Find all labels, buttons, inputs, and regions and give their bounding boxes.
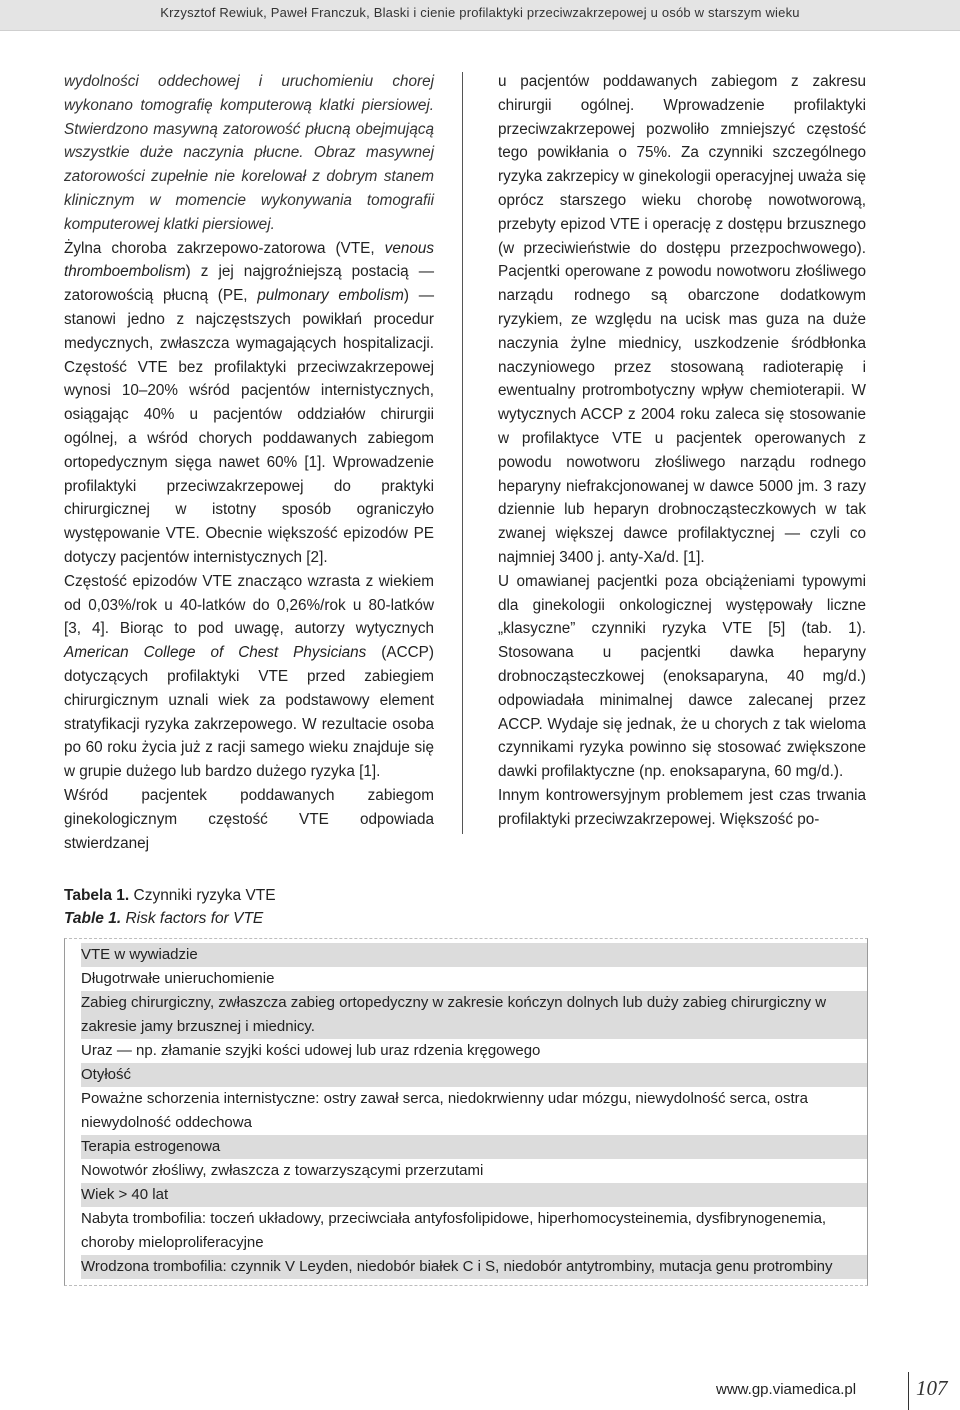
table-row: Zabieg chirurgiczny, zwłaszcza zabieg ortopedyczny w zakresie kończyn dolnych lub duży zabieg chirurgiczny w zakresie jamy brzusznej i miednicy.: [81, 991, 867, 1039]
body-paragraph-surgery: u pacjentów poddawanych zabiegom z zakresu chirurgii ogólnej. Wprowadzenie profilaktyki przeciwzakrzepowej pozwoliło zmniejszyć częstość tego powikłania o 75%. Za czynniki szczególnego ryzyka zakrzepicy w ginekologii operacyjnej uważa się oprócz starszego wieku chorobę nowotworową, przebyty epizod VTE i operację z dostępu brzusznego (w przeciwieństwie do dostępu przezpochwowego). Pacjentki operowane z powodu nowotworu złośliwego narządu rodnego są obarczone dodatkowym ryzykiem, ze względu na ucisk mas guza na duże naczynia żylne miednicy, uszkodzenie śródbłonka naczyniowego przez stosowaną radioterapię i ewentualny protrombotyczny wpływ chemioterapii. W wytycznych ACCP z 2004 roku zaleca się stosowanie w profilaktyce VTE u pacjentek operowanych z powodu nowotworu złośliwego narządu rodnego heparyny niefrakcjonowanej w dawce 5000 jm. 3 razy dziennie lub heparyn drobnocząsteczkowych w tak zwanej większej dawce profilaktycznej — czyli co najmniej 3400 j. anty-Xa/d. [1].: [498, 73, 866, 566]
table-caption: [64, 884, 276, 930]
case-description-paragraph: wydolności oddechowej i uruchomieniu chorej wykonano tomografię komputerową klatki piersiowej. Stwierdzono masywną zatorowość płucną obejmującą wszystkie duże naczynia płucne. Obraz masywnej zatorowości zupełnie nie korelował z dobrym stanem klinicznym w momencie wykonywania tomografii komputerowej klatki piersiowej.: [64, 73, 434, 233]
table-row: Terapia estrogenowa: [81, 1135, 867, 1159]
text-run: ) z jej najgroźniejszą postacią — zatorowością płucną (PE,: [64, 263, 434, 305]
column-divider: [462, 72, 463, 834]
table-row: Nowotwór złośliwy, zwłaszcza z towarzyszącymi przerzutami: [81, 1159, 867, 1183]
body-paragraph-patient: U omawianej pacjentki poza obciążeniami typowymi dla ginekologii onkologicznej występowały liczne „klasyczne” czynniki ryzyka VTE [5] (tab. 1). Stosowana u pacjentki dawka heparyny drobnocząsteczkowej (enoksaparyna, 40 mg/d.) odpowiadała minimalnej dawce zalecanej przez ACCP. Wydaje się jednak, że u chorych z tak wieloma czynnikami ryzyka powinno się stosować zwiększone dawki profilaktyczne (np. enoksaparyna, 60 mg/d.).: [498, 572, 866, 781]
journal-url[interactable]: www.gp.viamedica.pl: [716, 1381, 857, 1398]
running-title: Krzysztof Rewiuk, Paweł Franczuk, Blaski i cienie profilaktyki przeciwzakrzepowej u osób w starszym wieku: [160, 5, 800, 20]
table-row: Otyłość: [81, 1063, 867, 1087]
running-header: [0, 0, 960, 31]
table-row: Uraz — np. złamanie szyjki kości udowej lub uraz rdzenia kręgowego: [81, 1039, 867, 1063]
table-label-pl: Tabela 1.: [64, 887, 130, 904]
page-number: 107: [916, 1376, 948, 1400]
body-paragraph-vte: [64, 237, 434, 570]
text-run-italic: pulmonary embolism: [257, 287, 404, 305]
table-row: Długotrwałe unieruchomienie: [81, 967, 867, 991]
table-caption-en: [64, 907, 276, 930]
left-column: [64, 70, 434, 855]
risk-factors-table: [64, 938, 868, 1286]
body-paragraph-gynecology: Wśród pacjentek poddawanych zabiegom ginekologicznym częstość VTE odpowiada stwierdzanej: [64, 786, 434, 852]
table-row: Nabyta trombofilia: toczeń układowy, przeciwciała antyfosfolipidowe, hiperhomocysteinemia, dysfibrynogenemia, choroby mieloproliferacyjne: [81, 1207, 867, 1255]
table-row: Poważne schorzenia internistyczne: ostry zawał serca, niedokrwienny udar mózgu, niewydolność serca, ostra niewydolność oddechowa: [81, 1087, 867, 1135]
text-run: (ACCP) dotyczących profilaktyki VTE przed zabiegiem chirurgicznym uznali wiek za podstawowy element stratyfikacji ryzyka zakrzepowego. W rezultacie osoba po 60 roku życia już z racji samego wieku znajduje się w grupie dużego lub bardzo dużego ryzyka [1].: [64, 644, 434, 781]
footer-divider: [908, 1372, 909, 1410]
table-row: Wiek > 40 lat: [81, 1183, 867, 1207]
table-caption-pl: [64, 884, 276, 907]
table-row: VTE w wywiadzie: [81, 943, 867, 967]
right-column: [498, 70, 866, 832]
table-title-en: Risk factors for VTE: [121, 910, 264, 927]
body-paragraph-duration: Innym kontrowersyjnym problemem jest czas trwania profilaktyki przeciwzakrzepowej. Większość po-: [498, 786, 866, 828]
table-label-en: Table 1.: [64, 910, 122, 927]
text-run-italic: American College of Chest Physicians: [64, 644, 367, 662]
text-run: ) — stanowi jedno z najczęstszych powikłań procedur medycznych, zwłaszcza wymagających hospitalizacji. Częstość VTE bez profilaktyki przeciwzakrzepowej wynosi 10–20% wśród pacjentów internistycznych, osiągając 40% u pacjentów oddziałów chirurgii ogólnej, a wśród chorych poddawanych zabiegom ortopedycznym sięga nawet 60% [1]. Wprowadzenie profilaktyki przeciwzakrzepowej do praktyki chirurgicznej w istotny sposób ograniczyło występowanie VTE. Obecnie większość epizodów PE dotyczy pacjentów internistycznych [2].: [64, 287, 434, 566]
table-row: Wrodzona trombofilia: czynnik V Leyden, niedobór białek C i S, niedobór antytrombiny, mutacja genu protrombiny: [81, 1255, 867, 1279]
text-run: Częstość epizodów VTE znacząco wzrasta z wiekiem od 0,03%/rok u 40-latków do 0,26%/rok u 80-latków [3, 4]. Biorąc to pod uwagę, autorzy wytycznych: [64, 572, 434, 638]
text-run: Żylna choroba zakrzepowo-zatorowa (VTE,: [64, 239, 385, 257]
table-title-pl: Czynniki ryzyka VTE: [129, 887, 276, 904]
text-run-italic: venous thromboembolism: [64, 239, 434, 281]
body-paragraph-age: [64, 570, 434, 784]
